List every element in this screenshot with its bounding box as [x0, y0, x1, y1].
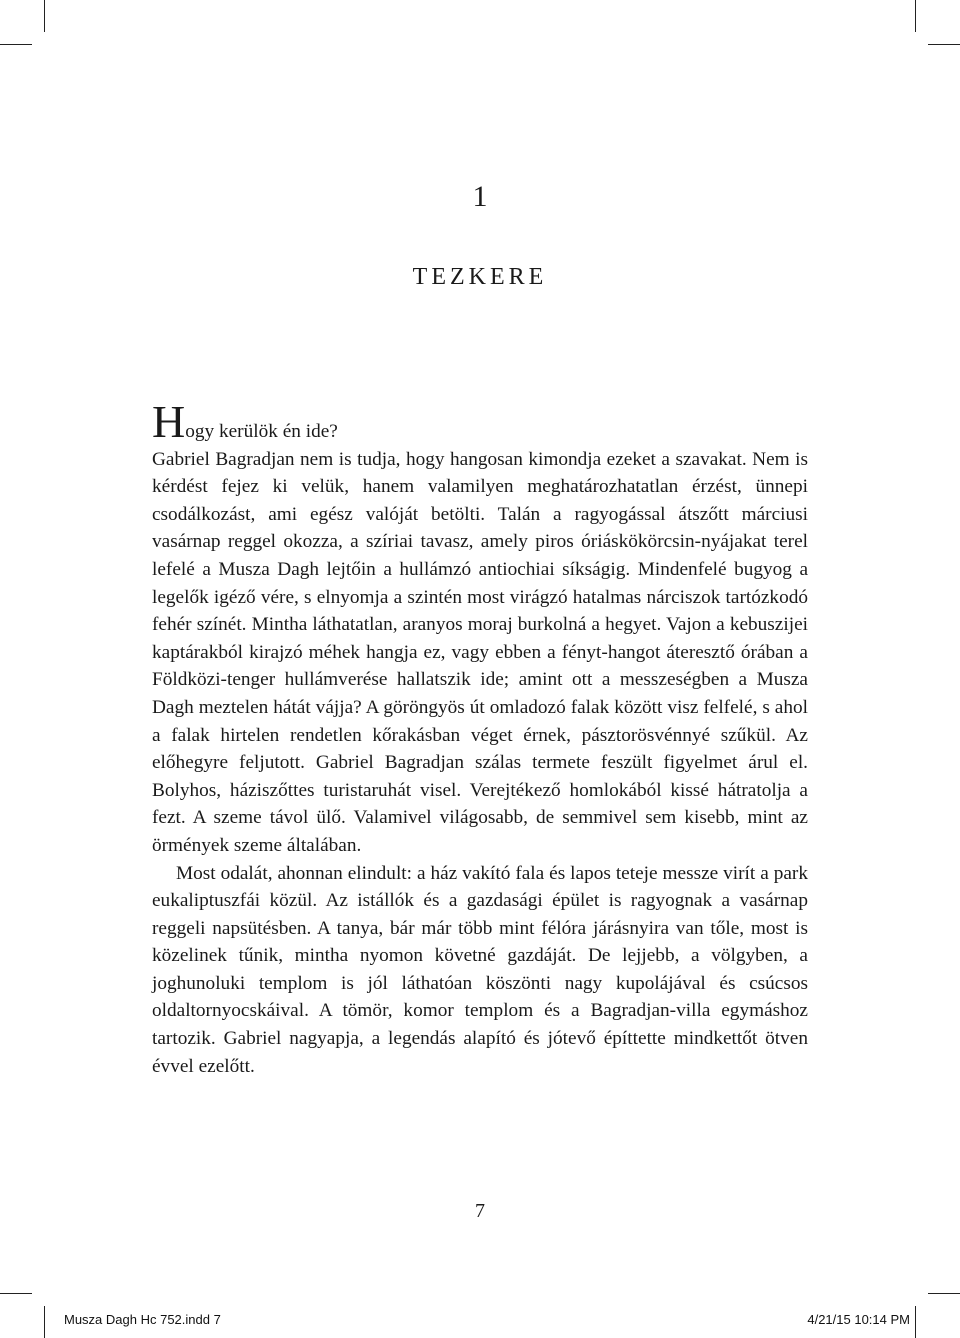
slug-timestamp: 4/21/15 10:14 PM	[807, 1312, 910, 1327]
print-slug	[64, 1306, 910, 1330]
chapter-title: tezkere	[412, 255, 548, 292]
paragraph-1: Gabriel Bagradjan nem is tudja, hogy hangosan kimondja ezeket a szavakat. Nem is kérdést fejez ki velük, hanem valamilyen meghatározhatatlan érzést, ünnepi csodálkozást, ami egész valóját betölti. Talán a ragyogással átszőtt márciusi vasárnap reggel okozza, a szíriai tavasz, amely piros óriáskökörcsin-nyájakat terel lefelé a Musza Dagh lejtőin a hullámzó antiochiai síkságig. Mindenfelé bugyog a legelők igéző vére, s elnyomja a szintén most virágzó hatalmas nárciszok tartózkodó fehér színét. Mintha láthatatlan, aranyos moraj burkolná a hegyet. Vajon a kebuszijei kaptárakból kirajzó méhek hangja ez, vagy ebben a fényt-hangot áteresztő órában a Földközi-tenger hullámverése hallatszik ide; amint ott a messzeségben a Musza Dagh meztelen hátát vájja? A göröngyös út omladozó falak között visz felfelé, s ahol a falak hirtelen rendetlen kőrakásban véget érnek, pásztorösvénnyé szűkül. Az előhegyre feljutott. Gabriel Bagradjan szálas termete feszült figyelmet árul el. Bolyhos, háziszőttes turistaruhát visel. Verejtékező homlokából kissé hátratolja a fezt. A szeme távol ülő. Valamivel világosabb, de semmivel sem kisebb, mint az örmények szeme általában.	[152, 448, 808, 856]
crop-mark-top-left-vertical	[44, 0, 45, 32]
crop-mark-bottom-right-vertical	[915, 1306, 916, 1338]
crop-mark-top-left-horizontal	[0, 44, 32, 45]
opening-line-text: ogy kerülök én ide?	[185, 421, 338, 442]
crop-mark-top-right-vertical	[915, 0, 916, 32]
body-text	[152, 396, 808, 1080]
crop-mark-bottom-left-vertical	[44, 1306, 45, 1338]
opening-line	[152, 396, 808, 447]
paragraph-2: Most odalát, ahonnan elindult: a ház vakító fala és lapos teteje messze virít a park eukaliptuszfái közül. Az istállók és a gazdasági épület is ragyognak a vasárnap reggeli napsütésben. A tanya, bár már több mint félóra járásnyira van tőle, most is közelinek tűnik, mintha nyomon követné gazdáját. De lejjebb, a völgyben, a joghunoluki templom is jól láthatóan köszönti nagy kupolájával és csúcsos oldaltornyocskáival. A tömör, komor templom és a Bagradjan-villa egymáshoz tartozik. Gabriel nagyapja, a legendás alapító és jótevő építtette mindkettőt ötven évvel ezelőtt.	[152, 862, 808, 1077]
crop-mark-bottom-left-horizontal	[0, 1293, 32, 1294]
crop-mark-top-right-horizontal	[928, 44, 960, 45]
drop-cap: H	[152, 396, 186, 447]
slug-file: Musza Dagh Hc 752.indd 7	[64, 1312, 221, 1327]
crop-mark-bottom-right-horizontal	[928, 1293, 960, 1294]
chapter-number: 1	[472, 180, 488, 213]
page-number: 7	[475, 1200, 485, 1222]
